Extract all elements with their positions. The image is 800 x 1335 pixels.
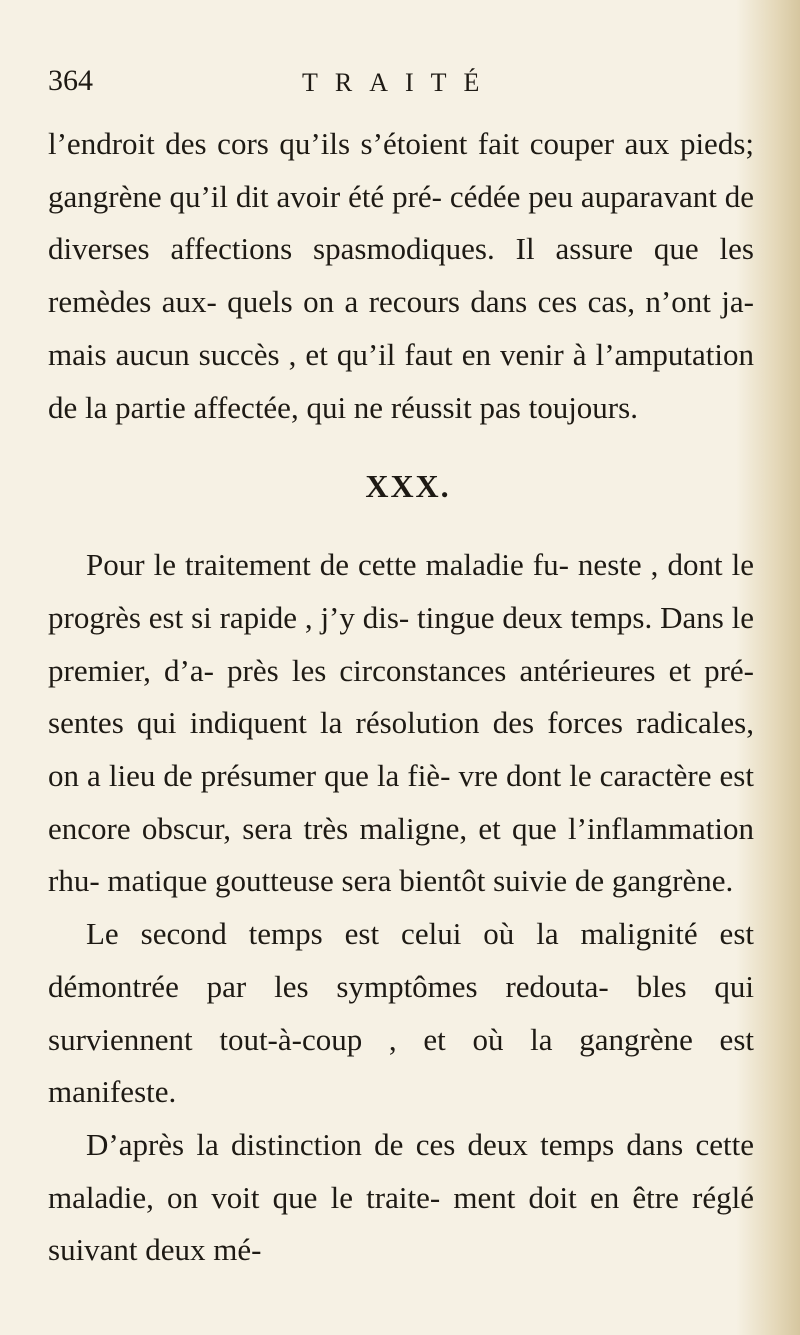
paragraph-continued: l’endroit des cors qu’ils s’étoient fait couper aux pieds; gangrène qu’il dit avoir été pré- cédée peu auparavant de diverses affections spasmodiques. Il assure que les remèdes aux- quels on a recours dans ces cas, n’ont ja- mais aucun succès , et qu’il faut en venir à l’amputation de la partie affectée, qui ne réussit pas toujours. [48,126,754,425]
body-text [48,118,754,1277]
section-heading: XXX. [365,468,451,505]
page-number: 364 [48,64,93,97]
running-title: TRAITÉ [302,68,497,97]
paragraph-second-stage: Le second temps est celui où la malignité est démontrée par les symptômes redouta- bles qui surviennent tout-à-coup , et où la gangrène est manifeste. [48,916,754,1110]
running-head [48,58,748,108]
paragraph-distinction: D’après la distinction de ces deux temps dans cette maladie, on voit que le traite- ment doit en être réglé suivant deux mé- [48,1126,754,1268]
paragraph-treatment: Pour le traitement de cette maladie fu- neste , dont le progrès est si rapide , j’y dis- tingue deux temps. Dans le premier, d’a- près les circonstances antérieures et pré- sentes qui indiquent la résolution des forces radicales, on a lieu de présumer que la fiè- vre dont le caractère est encore obscur, sera très maligne, et que l’inflammation rhu- matique goutteuse sera bientôt suivie de gangrène. [48,547,754,899]
